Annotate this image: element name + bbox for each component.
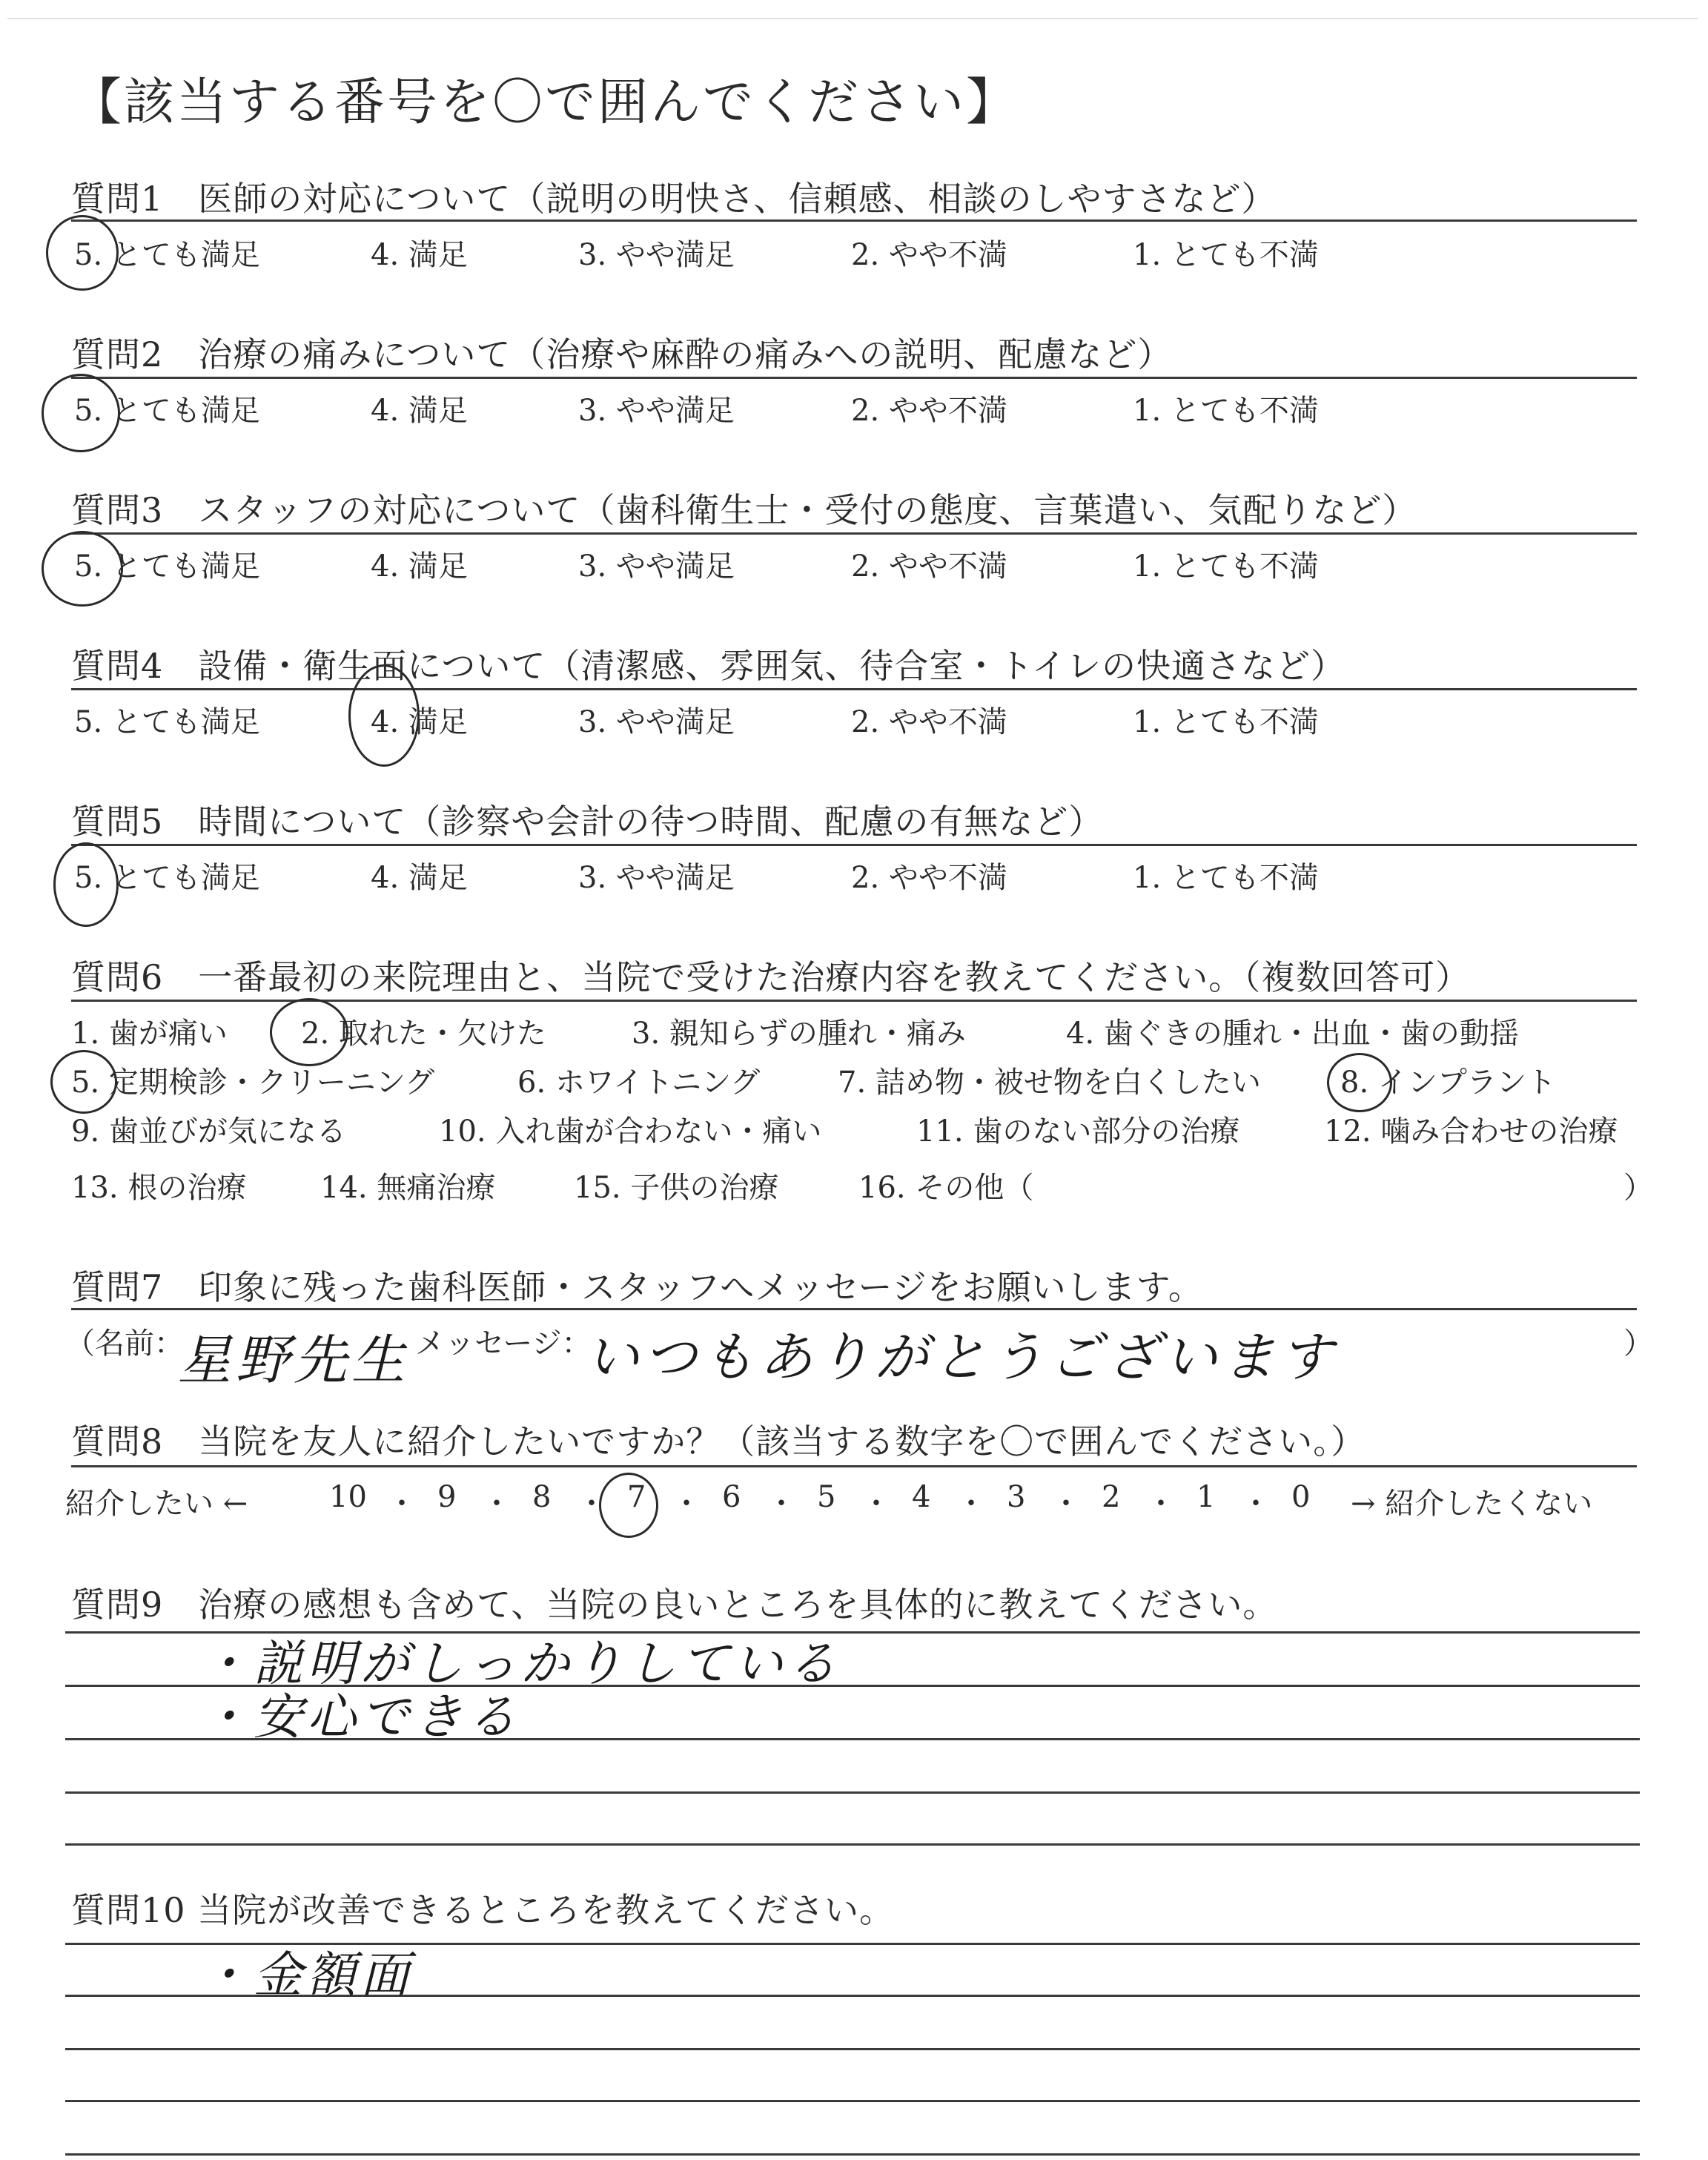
q2-option-3[interactable]: 3. やや満足 xyxy=(578,394,735,428)
question-7-rule xyxy=(71,1308,1637,1310)
q8-scale-separator: ・ xyxy=(482,1487,512,1521)
q5-option-4[interactable]: 4. 満足 xyxy=(371,861,468,895)
question-4-heading: 質問4 設備・衛生面について（清潔感、雰囲気、待合室・トイレの快適さなど） xyxy=(71,646,1346,686)
q4-selection-circle xyxy=(348,664,420,767)
q1-option-5[interactable]: 5. とても満足 xyxy=(74,238,260,272)
q6-option-12[interactable]: 12. 噛み合わせの治療 xyxy=(1324,1114,1618,1149)
q6-option-9[interactable]: 9. 歯並びが気になる xyxy=(71,1114,346,1149)
question-5-heading: 質問5 時間について（診察や会計の待つ時間、配慮の有無など） xyxy=(71,802,1104,842)
q8-scale-9[interactable]: 9 xyxy=(437,1480,457,1514)
q1-selection-circle xyxy=(46,215,119,291)
q8-scale-separator: ・ xyxy=(672,1487,701,1521)
q2-option-1[interactable]: 1. とても不満 xyxy=(1133,394,1319,428)
q4-option-4[interactable]: 4. 満足 xyxy=(371,705,468,739)
q8-scale-7[interactable]: 7 xyxy=(627,1480,646,1514)
q3-option-5[interactable]: 5. とても満足 xyxy=(74,549,260,584)
q8-scale-4[interactable]: 4 xyxy=(912,1480,931,1514)
q8-left-label: 紹介したい ← xyxy=(65,1487,248,1521)
q8-scale-5[interactable]: 5 xyxy=(817,1480,836,1514)
q1-option-1[interactable]: 1. とても不満 xyxy=(1133,238,1319,272)
q7-close-paren: ） xyxy=(1623,1327,1653,1361)
q8-scale-1[interactable]: 1 xyxy=(1196,1480,1216,1514)
q8-selection-circle xyxy=(599,1473,658,1538)
page-title: 【該当する番号を〇で囲んでください】 xyxy=(71,73,1019,132)
q7-message-handwritten[interactable]: いつもありがとうございます xyxy=(586,1326,1338,1388)
q1-option-3[interactable]: 3. やや満足 xyxy=(578,238,735,272)
q6-selection-circle-2 xyxy=(270,998,348,1066)
q8-scale-separator: ・ xyxy=(861,1487,891,1521)
question-1-rule xyxy=(71,219,1637,222)
q8-scale-separator: ・ xyxy=(1051,1487,1081,1521)
q3-selection-circle xyxy=(42,531,123,607)
q8-scale-0[interactable]: 0 xyxy=(1291,1480,1311,1514)
q3-option-2[interactable]: 2. やや不満 xyxy=(851,549,1007,584)
scan-top-edge xyxy=(7,18,1698,19)
q2-option-5[interactable]: 5. とても満足 xyxy=(74,394,260,428)
q8-scale-separator: ・ xyxy=(387,1487,417,1521)
q4-option-5[interactable]: 5. とても満足 xyxy=(74,705,260,739)
question-7-heading: 質問7 印象に残った歯科医師・スタッフへメッセージをお願いします。 xyxy=(71,1267,1203,1307)
q6-option-7[interactable]: 7. 詰め物・被せ物を白くしたい xyxy=(838,1066,1261,1100)
question-3-rule xyxy=(71,532,1637,535)
q6-other-close: ） xyxy=(1623,1171,1653,1205)
q8-scale-10[interactable]: 10 xyxy=(329,1480,367,1514)
q6-option-14[interactable]: 14. 無痛治療 xyxy=(320,1171,496,1205)
q6-option-11[interactable]: 11. 歯のない部分の治療 xyxy=(916,1114,1240,1149)
q4-option-3[interactable]: 3. やや満足 xyxy=(578,705,735,739)
question-8-rule xyxy=(71,1465,1637,1467)
q6-option-15[interactable]: 15. 子供の治療 xyxy=(574,1171,779,1205)
q8-scale-6[interactable]: 6 xyxy=(722,1480,741,1514)
question-3-heading: 質問3 スタッフの対応について（歯科衛生士・受付の態度、言葉遣い、気配りなど） xyxy=(71,490,1417,530)
q6-option-8[interactable]: 8. インプラント xyxy=(1340,1066,1556,1100)
question-5-rule xyxy=(71,844,1637,846)
q9-answer-line-5 xyxy=(65,1843,1640,1846)
q7-message-label: メッセージ： xyxy=(415,1327,592,1361)
q8-right-label: → 紹介したくない xyxy=(1351,1487,1593,1521)
q3-option-3[interactable]: 3. やや満足 xyxy=(578,549,735,584)
q2-option-4[interactable]: 4. 満足 xyxy=(371,394,468,428)
q6-option-4[interactable]: 4. 歯ぐきの腫れ・出血・歯の動揺 xyxy=(1066,1017,1519,1051)
q8-scale-separator: ・ xyxy=(1241,1487,1271,1521)
q8-scale-2[interactable]: 2 xyxy=(1102,1480,1121,1514)
question-1-heading: 質問1 医師の対応について（説明の明快さ、信頼感、相談のしやすさなど） xyxy=(71,179,1277,219)
q5-option-3[interactable]: 3. やや満足 xyxy=(578,861,735,895)
q8-scale-separator: ・ xyxy=(577,1487,606,1521)
q8-scale-separator: ・ xyxy=(1146,1487,1176,1521)
q1-option-4[interactable]: 4. 満足 xyxy=(371,238,468,272)
question-2-rule xyxy=(71,377,1637,379)
q6-option-1[interactable]: 1. 歯が痛い xyxy=(71,1017,228,1051)
q10-answer-line-5 xyxy=(65,2153,1640,2156)
q1-option-2[interactable]: 2. やや不満 xyxy=(851,238,1007,272)
q9-answer-line-4 xyxy=(65,1791,1640,1794)
q9-answer-handwritten-1[interactable]: ・説明がしっかりしている xyxy=(200,1635,841,1692)
question-10-heading: 質問10 当院が改善できるところを教えてください。 xyxy=(71,1890,895,1930)
question-6-heading: 質問6 一番最初の来院理由と、当院で受けた治療内容を教えてください。（複数回答可） xyxy=(71,957,1471,997)
q6-option-10[interactable]: 10. 入れ歯が合わない・痛い xyxy=(439,1114,822,1149)
q10-answer-line-3 xyxy=(65,2048,1640,2050)
q5-selection-circle xyxy=(53,842,119,927)
q7-name-label: （名前： xyxy=(65,1327,184,1361)
question-2-heading: 質問2 治療の痛みについて（治療や麻酔の痛みへの説明、配慮など） xyxy=(71,334,1173,374)
q8-scale-8[interactable]: 8 xyxy=(532,1480,552,1514)
q4-option-2[interactable]: 2. やや不満 xyxy=(851,705,1007,739)
q5-option-5[interactable]: 5. とても満足 xyxy=(74,861,260,895)
q6-selection-circle-5 xyxy=(50,1050,117,1114)
q2-option-2[interactable]: 2. やや不満 xyxy=(851,394,1007,428)
q3-option-1[interactable]: 1. とても不満 xyxy=(1133,549,1319,584)
q6-option-5[interactable]: 5. 定期検診・クリーニング xyxy=(71,1066,435,1100)
q8-scale-separator: ・ xyxy=(956,1487,986,1521)
q6-option-16[interactable]: 16. その他（ xyxy=(858,1171,1034,1205)
q8-scale-separator: ・ xyxy=(767,1487,796,1521)
q5-option-1[interactable]: 1. とても不満 xyxy=(1133,861,1319,895)
question-9-heading: 質問9 治療の感想も含めて、当院の良いところを具体的に教えてください。 xyxy=(71,1585,1278,1625)
q10-answer-line-4 xyxy=(65,2100,1640,2102)
q6-option-3[interactable]: 3. 親知らずの腫れ・痛み xyxy=(632,1017,966,1051)
q8-scale-3[interactable]: 3 xyxy=(1007,1480,1026,1514)
q6-option-2[interactable]: 2. 取れた・欠けた xyxy=(301,1017,546,1051)
q7-name-handwritten[interactable]: 星野先生 xyxy=(178,1329,410,1391)
q6-option-6[interactable]: 6. ホワイトニング xyxy=(517,1066,761,1100)
q5-option-2[interactable]: 2. やや不満 xyxy=(851,861,1007,895)
q6-option-13[interactable]: 13. 根の治療 xyxy=(71,1171,247,1205)
q2-selection-circle xyxy=(42,374,120,452)
q6-selection-circle-8 xyxy=(1327,1053,1392,1112)
q3-option-4[interactable]: 4. 満足 xyxy=(371,549,468,584)
q4-option-1[interactable]: 1. とても不満 xyxy=(1133,705,1319,739)
question-8-heading: 質問8 当院を友人に紹介したいですか？（該当する数字を〇で囲んでください。） xyxy=(71,1421,1366,1462)
question-4-rule xyxy=(71,688,1637,690)
q10-answer-handwritten-1[interactable]: ・金額面 xyxy=(200,1946,414,2004)
q9-answer-handwritten-2[interactable]: ・安心できる xyxy=(200,1688,520,1745)
